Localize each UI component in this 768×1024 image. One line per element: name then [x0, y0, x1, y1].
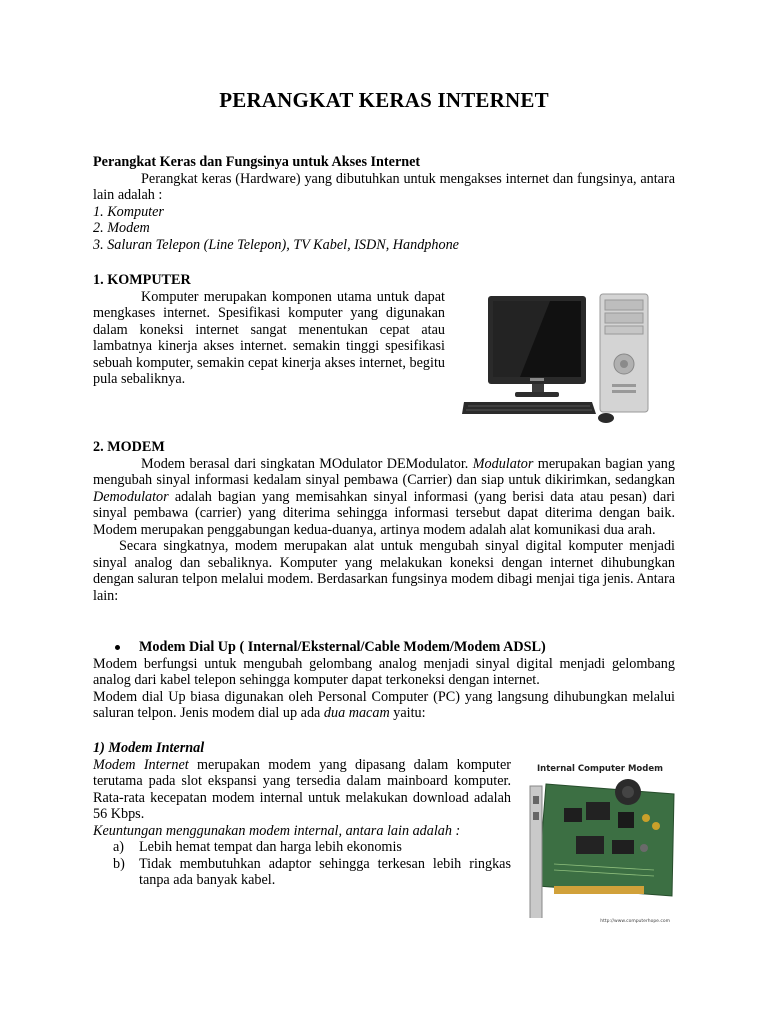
advantages-list: [93, 839, 511, 889]
text-run-italic: Modem Internet: [93, 756, 189, 773]
dialup-bullet-label: Modem Dial Up ( Internal/Eksternal/Cable Modem/Modem ADSL): [139, 639, 546, 655]
text-run-italic: Demodulator: [93, 488, 169, 505]
dialup-section: [93, 639, 675, 722]
keyboard-icon: [462, 402, 596, 414]
mouse-icon: [598, 413, 614, 423]
monitor-icon: [488, 296, 586, 397]
intro-item: 1. Komputer: [93, 203, 164, 220]
metal-bracket-icon: [530, 786, 542, 918]
internal-section: [93, 740, 511, 889]
list-marker: a): [113, 839, 125, 855]
dialup-paragraph-1: Modem berfungsi untuk mengubah gelombang analog menjadi sinyal digital menjadi gelombang analog dari kabel telepon sehingga komputer dapat terkoneksi dengan internet.: [93, 655, 675, 688]
intro-section: [93, 154, 675, 253]
list-item-text: Lebih hemat tempat dan harga lebih ekonomis: [139, 839, 402, 855]
modem-paragraph-2: Secara singkatnya, modem merupakan alat untuk mengubah sinyal digital komputer menjadi sinyal analog dan sebaliknya. Komputer yang melakukan koneksi dengan internet dihubungkan dengan saluran telpon melalui modem. Berdasarkan fungsinya modem dibagi menjai tiga jenis. Antara lain:: [93, 538, 675, 604]
modem-card-illustration: [524, 778, 676, 918]
text-run: merupakan bagian yang mengubah sinyal informasi kedalam sinyal pembawa (Carrier) dan siap untuk dikirimkan, sedangkan: [93, 455, 675, 488]
figure-credit: http://www.computerhope.com: [600, 919, 670, 924]
list-item: [93, 839, 511, 856]
modem-section: [93, 439, 675, 604]
circuit-board-icon: [538, 784, 674, 896]
list-marker: b): [113, 855, 125, 872]
komputer-paragraph: Komputer merupakan komponen utama untuk dapat mengkases internet. Spesifikasi komputer yang digunakan dalam koneksi internet sangat menentukan cepat atau lambatnya kinerja akses internet. semakin tinggi spesifikasi sebuah komputer, semakin cepat kinerja akses internet, begitu pula sebaliknya.: [93, 288, 445, 387]
dialup-bullet: [93, 639, 675, 656]
text-run: adalah bagian yang memisahkan sinyal informasi (yang berisi data atau pesan) dari sinyal pembawa (carrier) yang diterima sehingga informasi tersebut dapat diterima dengan baik. Modem merupakan penggabungan kedua-duanya, artinya modem adalah alat komunikasi dua arah.: [93, 488, 675, 538]
text-run: Modem dial Up biasa digunakan oleh Personal Computer (PC) yang langsung dihubungkan melalui saluran telpon. Jenis modem dial up ada: [93, 688, 675, 721]
komputer-heading: 1. KOMPUTER: [93, 272, 191, 288]
internal-heading: 1) Modem Internal: [93, 740, 205, 756]
intro-heading: Perangkat Keras dan Fungsinya untuk Akses Internet: [93, 154, 421, 170]
modem-heading: 2. MODEM: [93, 439, 165, 455]
text-run-italic: dua macam: [323, 705, 390, 721]
edge-connector-icon: [554, 886, 644, 894]
text-run: Modem berasal dari singkatan MOdulator DEModulator.: [141, 455, 473, 472]
modem-figure: [524, 758, 676, 926]
computer-illustration: [460, 288, 680, 428]
intro-item: 3. Saluran Telepon (Line Telepon), TV Kabel, ISDN, Handphone: [93, 236, 459, 253]
pc-tower-icon: [600, 294, 648, 412]
list-item-text: Tidak membutuhkan adaptor sehingga terkesan lebih ringkas tanpa ada banyak kabel.: [139, 855, 511, 888]
dialup-paragraph-2: [93, 689, 675, 722]
text-run: yaitu:: [389, 705, 426, 721]
komputer-section: [93, 272, 445, 388]
text-run-italic: Modulator: [472, 455, 534, 472]
internal-paragraph: [93, 757, 511, 823]
intro-item: 2. Modem: [93, 220, 150, 236]
list-item: [93, 856, 511, 889]
intro-paragraph: Perangkat keras (Hardware) yang dibutuhkan untuk mengakses internet dan fungsinya, antara lain adalah :: [93, 170, 675, 203]
bullet-icon: [115, 645, 120, 650]
modem-paragraph-1: [93, 456, 675, 539]
figure-caption: Internal Computer Modem: [537, 764, 663, 774]
advantages-heading: Keuntungan menggunakan modem internal, antara lain adalah :: [93, 822, 461, 839]
document-title: PERANGKAT KERAS INTERNET: [219, 88, 549, 112]
text-run: merupakan modem yang dipasang dalam komputer terutama pada slot ekspansi yang tersedia dalam mainboard komputer. Rata-rata kecepatan modem internal untuk melakukan download adalah 56 Kbps.: [93, 756, 511, 822]
